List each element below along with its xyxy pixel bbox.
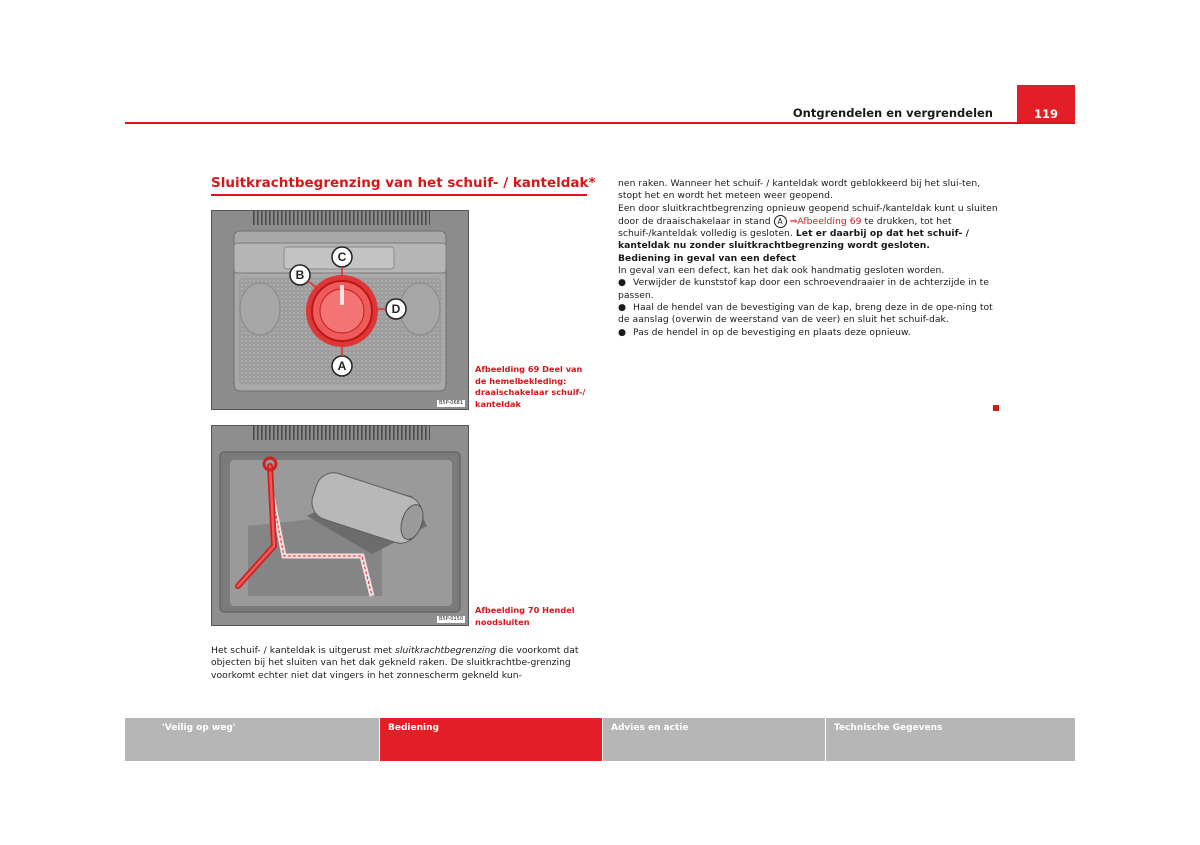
caption-label: Afbeelding 69 [475,364,540,374]
title-rule [211,194,587,196]
callout-a [332,356,352,376]
text-run: Een door sluitkrachtbegrenzing opnieuw geopend schuif-/kanteldak kunt u sluiten door de draaischakelaar in stand [618,202,998,227]
list-item-text: Verwijder de kunststof kap door een schroevendraaier in de achterzijde in te passen. [618,277,989,301]
figure-69-link[interactable]: ⇒Afbeelding 69 [789,215,862,227]
caption-label: Afbeelding 70 [475,605,540,615]
subheading: Bediening in geval van een defect [618,252,797,264]
page-number-box [1017,85,1075,124]
figure-70-emergency-lever [211,425,469,626]
text-run: te drukken, tot het schuif-/kanteldak volledig is gesloten. [618,215,952,240]
svg-text:C: C [337,250,347,264]
running-header-title: Ontgrendelen en vergrendelen [792,106,993,120]
tab-advies-en-actie[interactable]: Advies en actie [603,718,825,761]
figure-69-caption [475,364,587,410]
bullet-icon: ● [618,326,627,338]
caption-text: Hendel noodsluiten [475,605,575,627]
list-item [618,302,998,327]
svg-text:A: A [337,359,347,373]
article-title: Sluitkrachtbegrenzing van het schuif- / kanteldak* [211,175,596,191]
right-column [618,178,998,339]
list-item [618,327,998,339]
left-body-text [211,645,587,682]
body-paragraph: In geval van een defect, kan het dak ook handmatig gesloten worden. [618,265,945,277]
emergency-lever-illustration [212,426,468,625]
bullet-icon: ● [618,301,627,313]
text-run: Het schuif- / kanteldak is uitgerust met [211,645,396,656]
page-number: 119 [1033,107,1058,121]
svg-text:D: D [391,302,401,316]
figure-code: B5P-0150 [438,616,463,622]
list-item-text: Pas de hendel in op de bevestiging en plaats deze opnieuw. [633,326,911,338]
callout-d [386,299,406,319]
emphasis-term: sluitkrachtbegrenzing [395,645,497,656]
roof-console-illustration [212,211,468,409]
figure-70-caption [475,605,587,628]
header-rule [125,122,1075,124]
tab-bediening[interactable]: Bediening [380,718,602,761]
body-paragraph: nen raken. Wanneer het schuif- / kanteldak wordt geblokkeerd bij het slui-ten, stopt het en wordt het meteen weer geopend. [618,178,981,202]
body-paragraph [211,645,587,682]
callout-c [332,247,352,267]
end-of-section-marker [993,405,999,411]
position-a-symbol: A [774,215,787,228]
body-paragraph [618,203,998,253]
svg-text:B: B [295,268,305,282]
list-item [618,277,998,302]
tab-technische-gegevens[interactable]: Technische Gegevens [826,718,1075,761]
bullet-icon: ● [618,277,627,289]
text-run: die voorkomt dat objecten bij het sluiten van het dak gekneld raken. De sluitkrachtbe-grenzing voorkomt echter niet dat vingers in het zonnescherm gekneld kun- [211,645,579,681]
figure-code: B5P-0681 [438,400,463,406]
list-item-text: Haal de hendel van de bevestiging van de kap, breng deze in de ope-ning tot de aanslag (overwin de weerstand van de veer) en sluit het schuif-dak. [618,301,993,326]
tab-veilig-op-weg[interactable]: 'Veilig op weg' [125,718,379,761]
caption-text: Deel van de hemelbekleding: draaischakelaar schuif-/ kanteldak [475,364,586,409]
figure-69-roof-switch [211,210,469,410]
warning-text: Let er daarbij op dat het schuif- / kanteldak nu zonder sluitkrachtbegrenzing wordt gesloten. [618,228,970,252]
callout-b [290,265,310,285]
